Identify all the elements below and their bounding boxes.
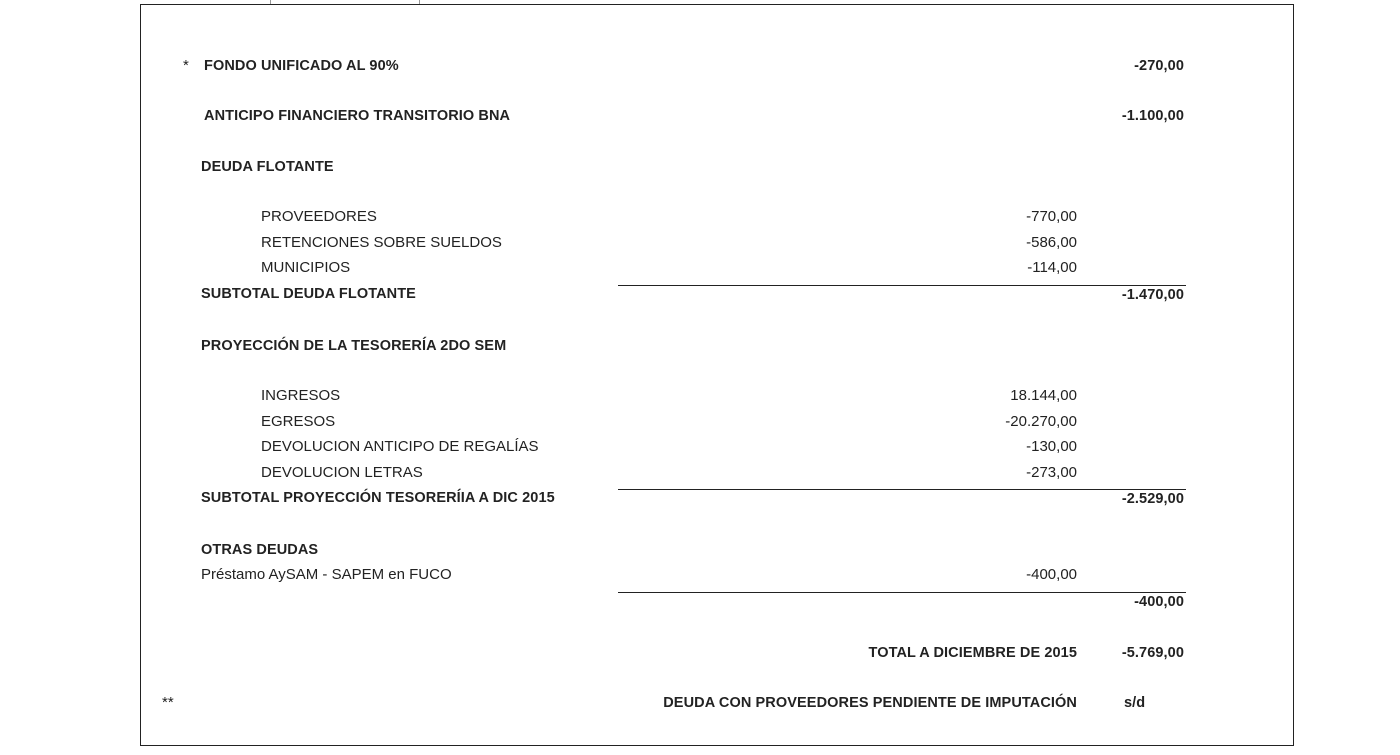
- proyeccion-item-label: INGRESOS: [261, 387, 341, 404]
- deuda-item-value: -770,00: [1026, 208, 1077, 225]
- proyeccion-heading: PROYECCIÓN DE LA TESORERÍA 2DO SEM: [201, 338, 507, 354]
- deuda-item-value: -114,00: [1027, 259, 1077, 276]
- anticipo-total: -1.100,00: [1121, 108, 1184, 124]
- pendiente-value: s/d: [1124, 695, 1146, 711]
- proyeccion-item-label: EGRESOS: [261, 413, 336, 430]
- subtotal-proyeccion-value: -2.529,00: [1121, 491, 1184, 507]
- subtotal-deuda-flotante-value: -1.470,00: [1121, 287, 1184, 303]
- footnote-marker-single: *: [183, 57, 189, 74]
- deuda-flotante-heading: DEUDA FLOTANTE: [201, 159, 334, 175]
- subtotal-otras-deudas-value: -400,00: [1134, 594, 1184, 610]
- total-label: TOTAL A DICIEMBRE DE 2015: [868, 645, 1077, 661]
- deuda-item-label: RETENCIONES SOBRE SUELDOS: [261, 234, 502, 251]
- anticipo-label: ANTICIPO FINANCIERO TRANSITORIO BNA: [204, 108, 511, 124]
- subtotal-rule: [618, 285, 1186, 286]
- subtotal-rule: [618, 592, 1186, 593]
- cropped-header-fragment: [270, 0, 420, 4]
- deuda-item-label: PROVEEDORES: [261, 208, 377, 225]
- proyeccion-item-value: -273,00: [1026, 464, 1077, 481]
- otras-deudas-item-label: Préstamo AySAM - SAPEM en FUCO: [201, 566, 452, 583]
- otras-deudas-heading: OTRAS DEUDAS: [201, 542, 319, 558]
- fondo-unificado-label: FONDO UNIFICADO AL 90%: [204, 58, 399, 74]
- total-value: -5.769,00: [1121, 645, 1184, 661]
- subtotal-rule: [618, 489, 1186, 490]
- pendiente-label: DEUDA CON PROVEEDORES PENDIENTE DE IMPUTACIÓN: [663, 695, 1077, 711]
- subtotal-proyeccion-label: SUBTOTAL PROYECCIÓN TESORERÍIA A DIC 2015: [201, 490, 555, 506]
- subtotal-deuda-flotante-label: SUBTOTAL DEUDA FLOTANTE: [201, 286, 416, 302]
- proyeccion-item-label: DEVOLUCION LETRAS: [261, 464, 423, 481]
- proyeccion-item-value: -20.270,00: [1005, 413, 1077, 430]
- otras-deudas-item-value: -400,00: [1026, 566, 1077, 583]
- fondo-unificado-total: -270,00: [1134, 58, 1184, 74]
- proyeccion-item-value: -130,00: [1026, 438, 1077, 455]
- proyeccion-item-label: DEVOLUCION ANTICIPO DE REGALÍAS: [261, 438, 539, 455]
- proyeccion-item-value: 18.144,00: [1010, 387, 1077, 404]
- deuda-item-value: -586,00: [1026, 234, 1077, 251]
- deuda-item-label: MUNICIPIOS: [261, 259, 351, 276]
- footnote-marker-double: **: [162, 694, 174, 711]
